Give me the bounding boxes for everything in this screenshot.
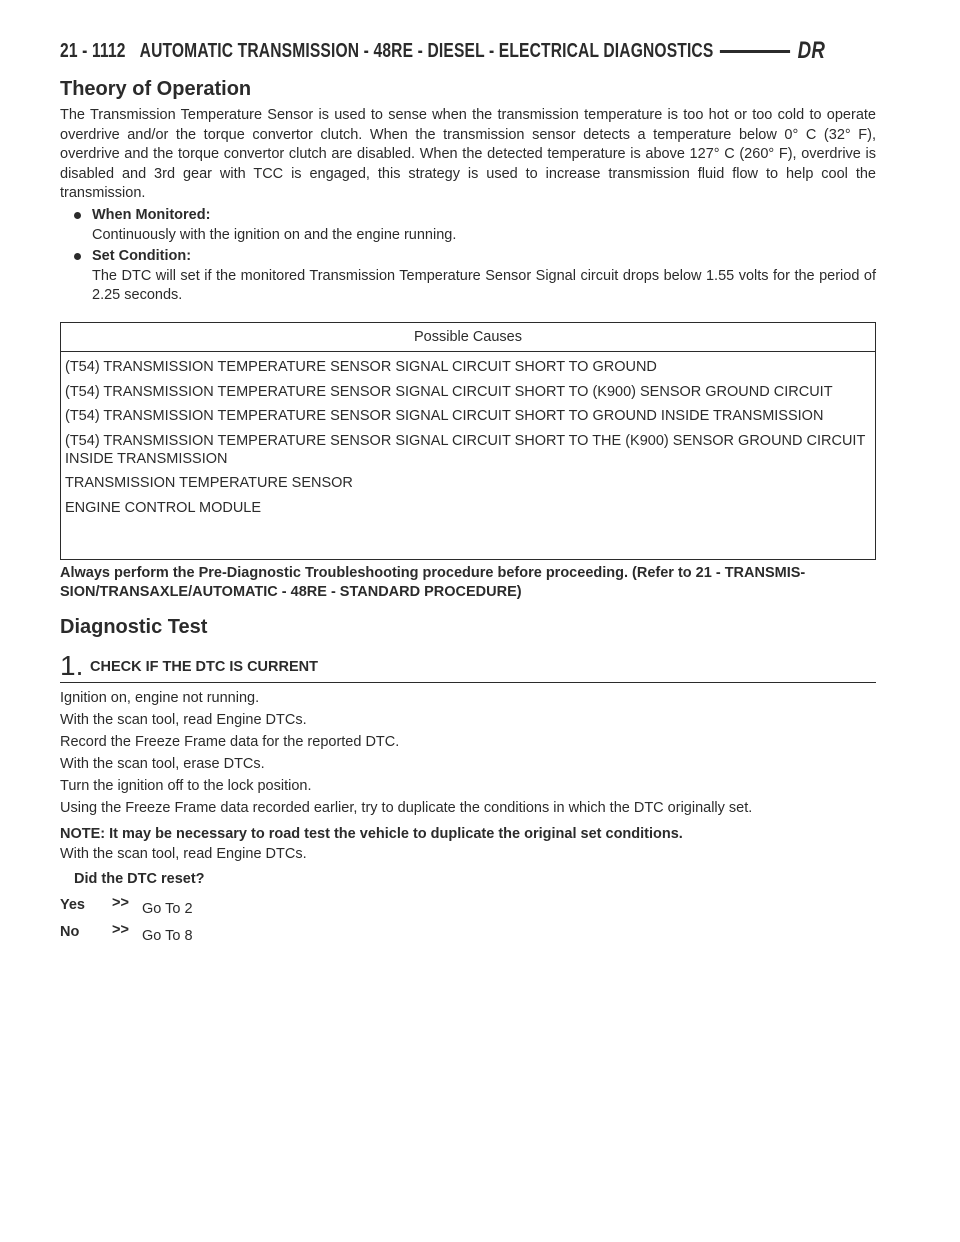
goto-link[interactable]: Go To 2 xyxy=(142,901,193,917)
bullet-label: Set Condition: xyxy=(92,248,192,264)
bullet-text: The DTC will set if the monitored Transmission Temperature Sensor Signal circuit drops below 1.55 volts for the period of 2.25 seconds. xyxy=(92,267,876,303)
bullet-icon xyxy=(74,212,81,219)
answer-key: No xyxy=(60,924,80,940)
arrow-icon: >> xyxy=(112,895,129,911)
arrow-icon: >> xyxy=(112,922,129,938)
page-header xyxy=(60,38,876,64)
step-line: Turn the ignition off to the lock position. xyxy=(60,778,312,794)
step-line: Record the Freeze Frame data for the reported DTC. xyxy=(60,734,400,750)
step-line: Ignition on, engine not running. xyxy=(60,690,260,706)
answer-no[interactable] xyxy=(60,922,193,944)
step-note: NOTE: It may be necessary to road test the vehicle to duplicate the original set conditions. xyxy=(60,826,683,842)
step-number: 1. xyxy=(60,650,84,681)
possible-causes-list xyxy=(61,352,875,517)
page-number: 21 - 1112 xyxy=(60,39,126,62)
bullet-icon xyxy=(74,253,81,260)
theory-paragraph: The Transmission Temperature Sensor is used to sense when the transmission temperature is too hot or too cold to operate overdrive and/or the torque convertor clutch. When the transmission sensor detects a temperature below 0° C (32° F), overdrive and the torque convertor clutch are disabled. When the detected temperature is above 127° C (260° F), overdrive is disabled and 3rd gear with TCC is engaged, this strategy is used to increase transmission fluid flow to help cool the transmission. xyxy=(60,107,876,201)
cause-item: (T54) TRANSMISSION TEMPERATURE SENSOR SIGNAL CIRCUIT SHORT TO (K900) SENSOR GROUND CIRCUIT xyxy=(65,383,833,400)
bullet-set-condition xyxy=(74,247,876,306)
bullet-label: When Monitored: xyxy=(92,207,211,223)
header-title: AUTOMATIC TRANSMISSION - 48RE - DIESEL - ELECTRICAL DIAGNOSTICS xyxy=(139,39,714,62)
cause-item: (T54) TRANSMISSION TEMPERATURE SENSOR SIGNAL CIRCUIT SHORT TO GROUND xyxy=(65,359,657,375)
answer-yes[interactable] xyxy=(60,895,193,917)
goto-link[interactable]: Go To 8 xyxy=(142,928,193,944)
bullet-when-monitored xyxy=(74,206,876,245)
possible-causes-heading: Possible Causes xyxy=(61,323,875,352)
possible-causes-table xyxy=(60,322,876,560)
step-line: With the scan tool, read Engine DTCs. xyxy=(60,712,307,728)
model-code: DR xyxy=(797,37,826,64)
step-title: CHECK IF THE DTC IS CURRENT xyxy=(90,659,318,675)
theory-heading: Theory of Operation xyxy=(60,78,252,100)
header-rule xyxy=(720,50,790,53)
cause-item: ENGINE CONTROL MODULE xyxy=(65,499,262,516)
step-header xyxy=(60,650,876,683)
step-line: With the scan tool, read Engine DTCs. xyxy=(60,846,307,862)
cause-item: (T54) TRANSMISSION TEMPERATURE SENSOR SIGNAL CIRCUIT SHORT TO THE (K900) SENSOR GROUND CIRCUIT INSIDE TRANSMISSION xyxy=(65,432,866,467)
cause-item: TRANSMISSION TEMPERATURE SENSOR xyxy=(65,475,353,491)
diagnostic-heading: Diagnostic Test xyxy=(60,616,208,638)
step-question: Did the DTC reset? xyxy=(74,871,205,887)
pre-diagnostic-note: Always perform the Pre-Diagnostic Troubleshooting procedure before proceeding. (Refer to 21 - TRANSMIS-SION/TRANSAXLE/AUTOMATIC - 48RE - STANDARD PROCEDURE) xyxy=(60,565,806,600)
answer-key: Yes xyxy=(60,897,85,913)
step-line: Using the Freeze Frame data recorded earlier, try to duplicate the conditions in which the DTC originally set. xyxy=(60,800,753,816)
cause-item: (T54) TRANSMISSION TEMPERATURE SENSOR SIGNAL CIRCUIT SHORT TO GROUND INSIDE TRANSMISSION xyxy=(65,408,824,424)
bullet-text: Continuously with the ignition on and the engine running. xyxy=(92,226,457,243)
step-line: With the scan tool, erase DTCs. xyxy=(60,756,265,772)
